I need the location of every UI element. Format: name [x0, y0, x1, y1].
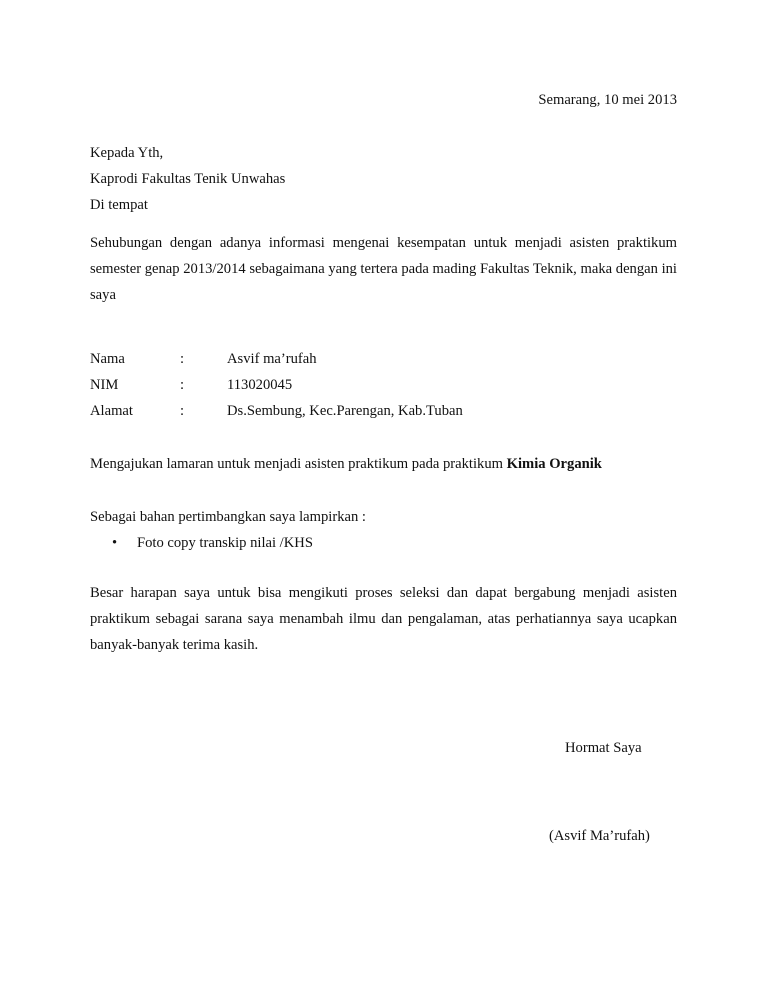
attachments-intro: Sebagai bahan pertimbangkan saya lampirkan : — [90, 509, 366, 525]
field-colon: : — [180, 351, 185, 367]
field-value-alamat: Ds.Sembung, Kec.Parengan, Kab.Tuban — [227, 403, 463, 419]
intro-paragraph: Sehubungan dengan adanya informasi mengenai kesempatan untuk menjadi asisten praktikum semester genap 2013/2014 sebagaimana yang tertera pada mading Fakultas Teknik, maka dengan ini saya — [90, 235, 677, 303]
attachment-item: Foto copy transkip nilai /KHS — [137, 535, 313, 551]
application-subject: Kimia Organik — [506, 456, 602, 472]
field-colon: : — [180, 403, 185, 419]
recipient-location: Di tempat — [90, 197, 148, 213]
application-statement — [90, 455, 602, 473]
field-label-nim: NIM — [90, 377, 119, 393]
recipient-greeting: Kepada Yth, — [90, 145, 164, 161]
field-value-nama: Asvif ma’rufah — [227, 351, 317, 367]
recipient-name: Kaprodi Fakultas Tenik Unwahas — [90, 171, 286, 187]
application-text: Mengajukan lamaran untuk menjadi asisten praktikum pada praktikum — [90, 456, 507, 472]
field-label-nama: Nama — [90, 351, 125, 367]
letter-date: Semarang, 10 mei 2013 — [538, 92, 677, 108]
closing-paragraph: Besar harapan saya untuk bisa mengikuti proses seleksi dan dapat bergabung menjadi asisten praktikum sebagai sarana saya menambah ilmu dan pengalaman, atas perhatiannya saya ucapkan banyak-banyak terima kasih. — [90, 585, 677, 653]
closing-salutation: Hormat Saya — [565, 740, 642, 756]
bullet-icon: • — [112, 535, 118, 551]
field-value-nim: 113020045 — [227, 377, 293, 393]
field-label-alamat: Alamat — [90, 403, 133, 419]
field-colon: : — [180, 377, 185, 393]
signature-name: (Asvif Ma’rufah) — [549, 828, 650, 844]
